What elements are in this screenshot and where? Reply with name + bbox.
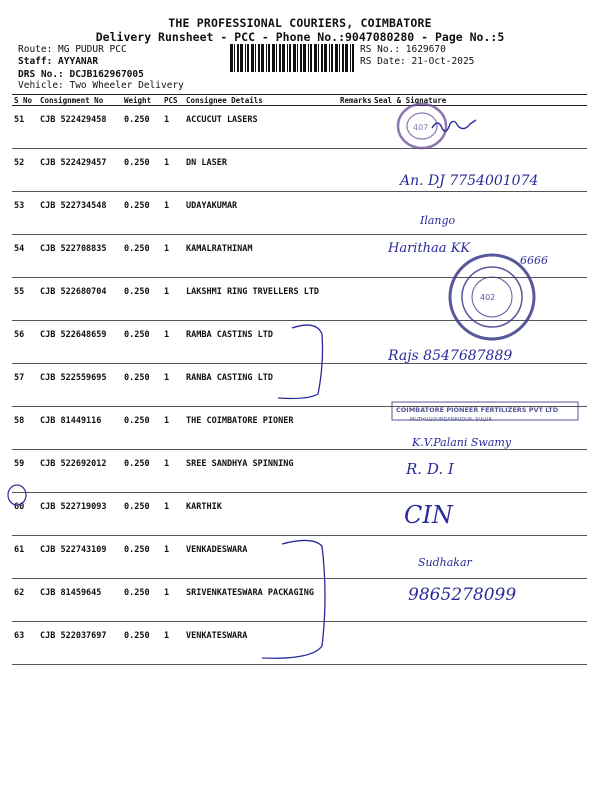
signature-60: CIN <box>404 501 453 529</box>
cell-sno: 59 <box>12 450 38 493</box>
cell-weight: 0.250 <box>122 192 162 235</box>
signature-59: R. D. I <box>406 460 454 478</box>
col-weight: Weight <box>122 95 162 106</box>
cell-consignment-no: CJB 522692012 <box>38 450 122 493</box>
cell-consignee: THE COIMBATORE PIONER <box>184 407 338 450</box>
barcode <box>230 44 356 72</box>
cell-remarks <box>338 278 372 321</box>
cell-weight: 0.250 <box>122 278 162 321</box>
cell-seal-signature <box>372 407 587 450</box>
signature-55-phone: 6666 <box>520 254 548 267</box>
cell-sno: 62 <box>12 579 38 622</box>
table-row <box>12 192 587 235</box>
drs-number: DRS No.: DCJB162967005 <box>18 69 144 80</box>
col-pcs: PCS <box>162 95 184 106</box>
cell-consignment-no: CJB 522429457 <box>38 149 122 192</box>
cell-remarks <box>338 407 372 450</box>
cell-remarks <box>338 579 372 622</box>
cell-seal-signature <box>372 235 587 278</box>
cell-remarks <box>338 149 372 192</box>
cell-consignment-no: CJB 522734548 <box>38 192 122 235</box>
cell-consignee: SREE SANDHYA SPINNING <box>184 450 338 493</box>
cell-remarks <box>338 450 372 493</box>
cell-consignment-no: CJB 522680704 <box>38 278 122 321</box>
table-header-row <box>12 95 587 106</box>
table-row <box>12 149 587 192</box>
rs-number: RS No.: 1629670 <box>360 44 446 55</box>
cell-consignee: UDAYAKUMAR <box>184 192 338 235</box>
cell-consignment-no: CJB 522648659 <box>38 321 122 364</box>
cell-pcs: 1 <box>162 364 184 407</box>
cell-consignment-no: CJB 522743109 <box>38 536 122 579</box>
cell-consignee: RAMBA CASTINS LTD <box>184 321 338 364</box>
cell-pcs: 1 <box>162 192 184 235</box>
table-row <box>12 235 587 278</box>
cell-remarks <box>338 321 372 364</box>
cell-consignment-no: CJB 81449116 <box>38 407 122 450</box>
cell-remarks <box>338 235 372 278</box>
col-seal-signature: Seal & Signature <box>372 95 587 106</box>
cell-sno: 57 <box>12 364 38 407</box>
cell-remarks <box>338 106 372 149</box>
table-row <box>12 407 587 450</box>
cell-weight: 0.250 <box>122 622 162 665</box>
runsheet-table <box>12 94 587 665</box>
cell-seal-signature <box>372 321 587 364</box>
cell-remarks <box>338 192 372 235</box>
cell-consignee: DN LASER <box>184 149 338 192</box>
signature-57: Rajs 8547687889 <box>388 348 513 364</box>
table-row <box>12 321 587 364</box>
cell-pcs: 1 <box>162 536 184 579</box>
col-sno: S No <box>12 95 38 106</box>
cell-seal-signature <box>372 493 587 536</box>
cell-seal-signature <box>372 149 587 192</box>
cell-pcs: 1 <box>162 622 184 665</box>
cell-consignee: RANBA CASTING LTD <box>184 364 338 407</box>
cell-consignee: VENKADESWARA <box>184 536 338 579</box>
signature-53: Ilango <box>420 214 456 227</box>
cell-pcs: 1 <box>162 407 184 450</box>
signature-62b: 9865278099 <box>408 585 517 605</box>
col-remarks: Remarks <box>340 95 372 105</box>
cell-seal-signature <box>372 536 587 579</box>
cell-consignment-no: CJB 522429458 <box>38 106 122 149</box>
col-consignment: Consignment No <box>38 95 122 106</box>
cell-pcs: 1 <box>162 235 184 278</box>
cell-pcs: 1 <box>162 278 184 321</box>
cell-pcs: 1 <box>162 321 184 364</box>
cell-remarks <box>338 622 372 665</box>
cell-remarks <box>338 536 372 579</box>
cell-sno: 61 <box>12 536 38 579</box>
cell-sno: 52 <box>12 149 38 192</box>
cell-sno: 58 <box>12 407 38 450</box>
cell-consignee: KAMALRATHINAM <box>184 235 338 278</box>
cell-weight: 0.250 <box>122 536 162 579</box>
table-row <box>12 106 587 149</box>
cell-pcs: 1 <box>162 579 184 622</box>
cell-weight: 0.250 <box>122 235 162 278</box>
cell-sno: 51 <box>12 106 38 149</box>
signature-62a: Sudhakar <box>418 556 472 569</box>
cell-seal-signature <box>372 364 587 407</box>
cell-consignment-no: CJB 522037697 <box>38 622 122 665</box>
col-consignee: Consignee Details <box>184 95 338 106</box>
cell-sno: 56 <box>12 321 38 364</box>
cell-consignment-no: CJB 522708835 <box>38 235 122 278</box>
cell-remarks <box>338 493 372 536</box>
cell-remarks <box>338 364 372 407</box>
cell-pcs: 1 <box>162 450 184 493</box>
cell-pcs: 1 <box>162 149 184 192</box>
signature-52: An. DJ 7754001074 <box>400 173 539 189</box>
table-row <box>12 364 587 407</box>
cell-seal-signature <box>372 622 587 665</box>
signature-54: Harithaa KK <box>388 241 471 256</box>
cell-weight: 0.250 <box>122 364 162 407</box>
cell-sno: 54 <box>12 235 38 278</box>
cell-seal-signature <box>372 192 587 235</box>
svg-text:407: 407 <box>413 123 429 132</box>
cell-consignee: VENKATESWARA <box>184 622 338 665</box>
cell-sno: 63 <box>12 622 38 665</box>
document-subtitle: Delivery Runsheet - PCC - Phone No.:9047080280 - Page No.:5 <box>95 30 505 44</box>
cell-pcs: 1 <box>162 493 184 536</box>
rs-date: RS Date: 21-Oct-2025 <box>360 56 475 67</box>
cell-seal-signature <box>372 579 587 622</box>
cell-consignment-no: CJB 522719093 <box>38 493 122 536</box>
table-row <box>12 278 587 321</box>
cell-weight: 0.250 <box>122 579 162 622</box>
vehicle-label: Vehicle: Two Wheeler Delivery <box>18 80 184 91</box>
cell-seal-signature <box>372 106 587 149</box>
staff-label: Staff: AYYANAR <box>18 56 99 67</box>
cell-consignee: KARTHIK <box>184 493 338 536</box>
table-row <box>12 579 587 622</box>
cell-consignment-no: CJB 522559695 <box>38 364 122 407</box>
cell-pcs: 1 <box>162 106 184 149</box>
svg-text:MUTHUGOUNDANPUDUR, SULUR: MUTHUGOUNDANPUDUR, SULUR <box>410 417 492 423</box>
table-row <box>12 622 587 665</box>
table-row <box>12 450 587 493</box>
cell-consignee: LAKSHMI RING TRVELLERS LTD <box>184 278 338 321</box>
cell-weight: 0.250 <box>122 407 162 450</box>
cell-sno: 53 <box>12 192 38 235</box>
cell-weight: 0.250 <box>122 106 162 149</box>
svg-text:402: 402 <box>480 293 496 302</box>
table-row <box>12 493 587 536</box>
cell-consignee: ACCUCUT LASERS <box>184 106 338 149</box>
cell-consignee: SRIVENKATESWARA PACKAGING <box>184 579 338 622</box>
table-row <box>12 536 587 579</box>
cell-sno: 55 <box>12 278 38 321</box>
cell-seal-signature <box>372 450 587 493</box>
cell-weight: 0.250 <box>122 493 162 536</box>
cell-weight: 0.250 <box>122 321 162 364</box>
signature-58: K.V.Palani Swamy <box>412 436 512 449</box>
cell-seal-signature <box>372 278 587 321</box>
cell-weight: 0.250 <box>122 450 162 493</box>
cell-sno: 60 <box>12 493 38 536</box>
route-label: Route: MG PUDUR PCC <box>18 44 127 55</box>
svg-text:COIMBATORE PIONEER FERTILIZERS: COIMBATORE PIONEER FERTILIZERS PVT LTD <box>396 406 559 414</box>
cell-weight: 0.250 <box>122 149 162 192</box>
cell-consignment-no: CJB 81459645 <box>38 579 122 622</box>
document-title: THE PROFESSIONAL COURIERS, COIMBATORE <box>168 16 432 30</box>
